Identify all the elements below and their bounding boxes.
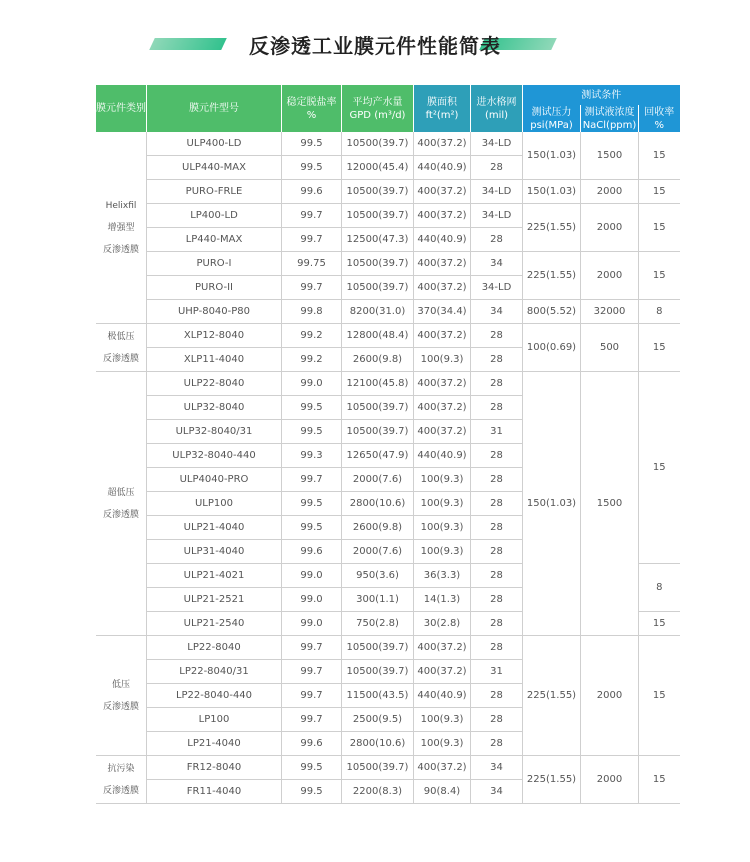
page-title: 反渗透工业膜元件性能简表	[249, 34, 501, 58]
recovery-cell: 15	[639, 204, 680, 252]
area-cell: 30(2.8)	[414, 612, 471, 636]
rejection-cell: 99.5	[282, 516, 342, 540]
flow-cell: 750(2.8)	[342, 612, 414, 636]
spacer-cell: 28	[471, 372, 523, 396]
header-model: 膜元件型号	[147, 85, 282, 132]
rejection-cell: 99.2	[282, 348, 342, 372]
model-cell: ULP4040-PRO	[147, 468, 282, 492]
spacer-cell: 34-LD	[471, 276, 523, 300]
flow-cell: 10500(39.7)	[342, 252, 414, 276]
category-lp: 低压 反渗透膜	[96, 636, 147, 756]
header-rejection: 稳定脱盐率 %	[282, 85, 342, 132]
flow-cell: 2800(10.6)	[342, 492, 414, 516]
header-recovery: 回收率 %	[639, 105, 680, 132]
category-fr: 抗污染 反渗透膜	[96, 756, 147, 804]
flow-cell: 10500(39.7)	[342, 180, 414, 204]
rejection-cell: 99.0	[282, 612, 342, 636]
spacer-cell: 28	[471, 516, 523, 540]
area-cell: 90(8.4)	[414, 780, 471, 804]
pressure-cell: 225(1.55)	[523, 636, 581, 756]
area-cell: 400(37.2)	[414, 324, 471, 348]
pressure-cell: 150(1.03)	[523, 180, 581, 204]
spacer-cell: 28	[471, 444, 523, 468]
title-banner	[0, 28, 750, 60]
concentration-cell: 32000	[581, 300, 639, 324]
flow-cell: 10500(39.7)	[342, 660, 414, 684]
spacer-cell: 34	[471, 756, 523, 780]
model-cell: ULP32-8040-440	[147, 444, 282, 468]
recovery-cell: 15	[639, 612, 680, 636]
table-row	[96, 372, 680, 396]
table-row	[96, 636, 680, 660]
rejection-cell: 99.7	[282, 204, 342, 228]
spacer-cell: 28	[471, 540, 523, 564]
flow-cell: 10500(39.7)	[342, 396, 414, 420]
table-row	[96, 180, 680, 204]
category-xlp: 极低压 反渗透膜	[96, 324, 147, 372]
area-cell: 440(40.9)	[414, 444, 471, 468]
rejection-cell: 99.5	[282, 492, 342, 516]
spacer-cell: 28	[471, 228, 523, 252]
rejection-cell: 99.6	[282, 732, 342, 756]
recovery-cell: 15	[639, 756, 680, 804]
pressure-cell: 225(1.55)	[523, 204, 581, 252]
rejection-cell: 99.2	[282, 324, 342, 348]
rejection-cell: 99.0	[282, 564, 342, 588]
flow-cell: 2800(10.6)	[342, 732, 414, 756]
rejection-cell: 99.6	[282, 540, 342, 564]
spacer-cell: 28	[471, 564, 523, 588]
flow-cell: 2000(7.6)	[342, 468, 414, 492]
flow-cell: 11500(43.5)	[342, 684, 414, 708]
flow-cell: 12500(47.3)	[342, 228, 414, 252]
area-cell: 400(37.2)	[414, 372, 471, 396]
flow-cell: 12000(45.4)	[342, 156, 414, 180]
header-test-conditions: 测试条件	[523, 85, 680, 105]
model-cell: ULP32-8040	[147, 396, 282, 420]
spacer-cell: 28	[471, 732, 523, 756]
recovery-cell: 15	[639, 132, 680, 180]
spacer-cell: 28	[471, 636, 523, 660]
flow-cell: 10500(39.7)	[342, 204, 414, 228]
rejection-cell: 99.8	[282, 300, 342, 324]
pressure-cell: 150(1.03)	[523, 372, 581, 636]
rejection-cell: 99.7	[282, 660, 342, 684]
table-row	[96, 300, 680, 324]
header-pressure: 测试压力 psi(MPa)	[523, 105, 581, 132]
area-cell: 14(1.3)	[414, 588, 471, 612]
model-cell: LP22-8040-440	[147, 684, 282, 708]
flow-cell: 2600(9.8)	[342, 348, 414, 372]
flow-cell: 10500(39.7)	[342, 636, 414, 660]
spacer-cell: 31	[471, 420, 523, 444]
model-cell: LP440-MAX	[147, 228, 282, 252]
area-cell: 370(34.4)	[414, 300, 471, 324]
flow-cell: 950(3.6)	[342, 564, 414, 588]
rejection-cell: 99.5	[282, 420, 342, 444]
area-cell: 400(37.2)	[414, 252, 471, 276]
table-row	[96, 324, 680, 348]
pressure-cell: 225(1.55)	[523, 756, 581, 804]
concentration-cell: 1500	[581, 132, 639, 180]
rejection-cell: 99.0	[282, 588, 342, 612]
model-cell: ULP31-4040	[147, 540, 282, 564]
model-cell: ULP21-2521	[147, 588, 282, 612]
rejection-cell: 99.7	[282, 468, 342, 492]
spacer-cell: 28	[471, 156, 523, 180]
table-row	[96, 204, 680, 228]
area-cell: 36(3.3)	[414, 564, 471, 588]
area-cell: 440(40.9)	[414, 156, 471, 180]
flow-cell: 8200(31.0)	[342, 300, 414, 324]
model-cell: XLP12-8040	[147, 324, 282, 348]
flow-cell: 2600(9.8)	[342, 516, 414, 540]
pressure-cell: 150(1.03)	[523, 132, 581, 180]
spacer-cell: 28	[471, 468, 523, 492]
header-area: 膜面积 ft²(m²)	[414, 85, 471, 132]
flow-cell: 12800(48.4)	[342, 324, 414, 348]
spacer-cell: 28	[471, 348, 523, 372]
area-cell: 100(9.3)	[414, 348, 471, 372]
flow-cell: 2000(7.6)	[342, 540, 414, 564]
spacer-cell: 28	[471, 324, 523, 348]
header-spacer: 进水格网 (mil)	[471, 85, 523, 132]
rejection-cell: 99.3	[282, 444, 342, 468]
recovery-cell: 15	[639, 180, 680, 204]
model-cell: ULP400-LD	[147, 132, 282, 156]
concentration-cell: 500	[581, 324, 639, 372]
area-cell: 400(37.2)	[414, 276, 471, 300]
area-cell: 400(37.2)	[414, 396, 471, 420]
flow-cell: 2500(9.5)	[342, 708, 414, 732]
header-category: 膜元件类别	[96, 85, 147, 132]
recovery-cell: 15	[639, 252, 680, 300]
model-cell: ULP22-8040	[147, 372, 282, 396]
model-cell: ULP100	[147, 492, 282, 516]
model-cell: PURO-I	[147, 252, 282, 276]
rejection-cell: 99.7	[282, 684, 342, 708]
spacer-cell: 28	[471, 612, 523, 636]
concentration-cell: 2000	[581, 252, 639, 300]
concentration-cell: 2000	[581, 180, 639, 204]
model-cell: LP22-8040/31	[147, 660, 282, 684]
table-row	[96, 756, 680, 780]
rejection-cell: 99.0	[282, 372, 342, 396]
spacer-cell: 34-LD	[471, 180, 523, 204]
spacer-cell: 34-LD	[471, 132, 523, 156]
flow-cell: 2200(8.3)	[342, 780, 414, 804]
spec-table	[96, 85, 680, 804]
spacer-cell: 34	[471, 252, 523, 276]
table-row	[96, 252, 680, 276]
rejection-cell: 99.5	[282, 156, 342, 180]
model-cell: XLP11-4040	[147, 348, 282, 372]
flow-cell: 300(1.1)	[342, 588, 414, 612]
flow-cell: 12100(45.8)	[342, 372, 414, 396]
recovery-cell: 15	[639, 636, 680, 756]
header-flow: 平均产水量 GPD (m³/d)	[342, 85, 414, 132]
model-cell: ULP21-4021	[147, 564, 282, 588]
model-cell: PURO-II	[147, 276, 282, 300]
recovery-cell: 8	[639, 300, 680, 324]
area-cell: 440(40.9)	[414, 228, 471, 252]
model-cell: PURO-FRLE	[147, 180, 282, 204]
pressure-cell: 225(1.55)	[523, 252, 581, 300]
rejection-cell: 99.5	[282, 756, 342, 780]
table-row	[96, 132, 680, 156]
spacer-cell: 34	[471, 300, 523, 324]
spacer-cell: 28	[471, 492, 523, 516]
model-cell: FR12-8040	[147, 756, 282, 780]
rejection-cell: 99.5	[282, 132, 342, 156]
category-helixfil: Helixfil 增强型 反渗透膜	[96, 132, 147, 324]
rejection-cell: 99.6	[282, 180, 342, 204]
area-cell: 100(9.3)	[414, 516, 471, 540]
spacer-cell: 28	[471, 588, 523, 612]
pressure-cell: 800(5.52)	[523, 300, 581, 324]
model-cell: UHP-8040-P80	[147, 300, 282, 324]
area-cell: 400(37.2)	[414, 132, 471, 156]
model-cell: ULP21-4040	[147, 516, 282, 540]
flow-cell: 10500(39.7)	[342, 420, 414, 444]
area-cell: 400(37.2)	[414, 660, 471, 684]
model-cell: LP21-4040	[147, 732, 282, 756]
area-cell: 440(40.9)	[414, 684, 471, 708]
spacer-cell: 28	[471, 708, 523, 732]
spacer-cell: 34-LD	[471, 204, 523, 228]
flow-cell: 12650(47.9)	[342, 444, 414, 468]
recovery-cell: 8	[639, 564, 680, 612]
header-concentration: 测试液浓度 NaCl(ppm)	[581, 105, 639, 132]
spacer-cell: 28	[471, 396, 523, 420]
spacer-cell: 28	[471, 684, 523, 708]
rejection-cell: 99.5	[282, 780, 342, 804]
model-cell: ULP32-8040/31	[147, 420, 282, 444]
area-cell: 100(9.3)	[414, 540, 471, 564]
rejection-cell: 99.5	[282, 396, 342, 420]
rejection-cell: 99.75	[282, 252, 342, 276]
area-cell: 100(9.3)	[414, 732, 471, 756]
spacer-cell: 31	[471, 660, 523, 684]
concentration-cell: 2000	[581, 204, 639, 252]
flow-cell: 10500(39.7)	[342, 276, 414, 300]
model-cell: LP22-8040	[147, 636, 282, 660]
rejection-cell: 99.7	[282, 708, 342, 732]
area-cell: 400(37.2)	[414, 420, 471, 444]
model-cell: LP400-LD	[147, 204, 282, 228]
recovery-cell: 15	[639, 372, 680, 564]
area-cell: 400(37.2)	[414, 204, 471, 228]
rejection-cell: 99.7	[282, 276, 342, 300]
model-cell: FR11-4040	[147, 780, 282, 804]
category-ulp: 超低压 反渗透膜	[96, 372, 147, 636]
area-cell: 400(37.2)	[414, 180, 471, 204]
concentration-cell: 2000	[581, 756, 639, 804]
concentration-cell: 1500	[581, 372, 639, 636]
area-cell: 100(9.3)	[414, 708, 471, 732]
area-cell: 400(37.2)	[414, 756, 471, 780]
pressure-cell: 100(0.69)	[523, 324, 581, 372]
model-cell: ULP21-2540	[147, 612, 282, 636]
area-cell: 100(9.3)	[414, 468, 471, 492]
area-cell: 100(9.3)	[414, 492, 471, 516]
rejection-cell: 99.7	[282, 228, 342, 252]
spacer-cell: 34	[471, 780, 523, 804]
flow-cell: 10500(39.7)	[342, 756, 414, 780]
concentration-cell: 2000	[581, 636, 639, 756]
rejection-cell: 99.7	[282, 636, 342, 660]
model-cell: LP100	[147, 708, 282, 732]
recovery-cell: 15	[639, 324, 680, 372]
flow-cell: 10500(39.7)	[342, 132, 414, 156]
area-cell: 400(37.2)	[414, 636, 471, 660]
model-cell: ULP440-MAX	[147, 156, 282, 180]
